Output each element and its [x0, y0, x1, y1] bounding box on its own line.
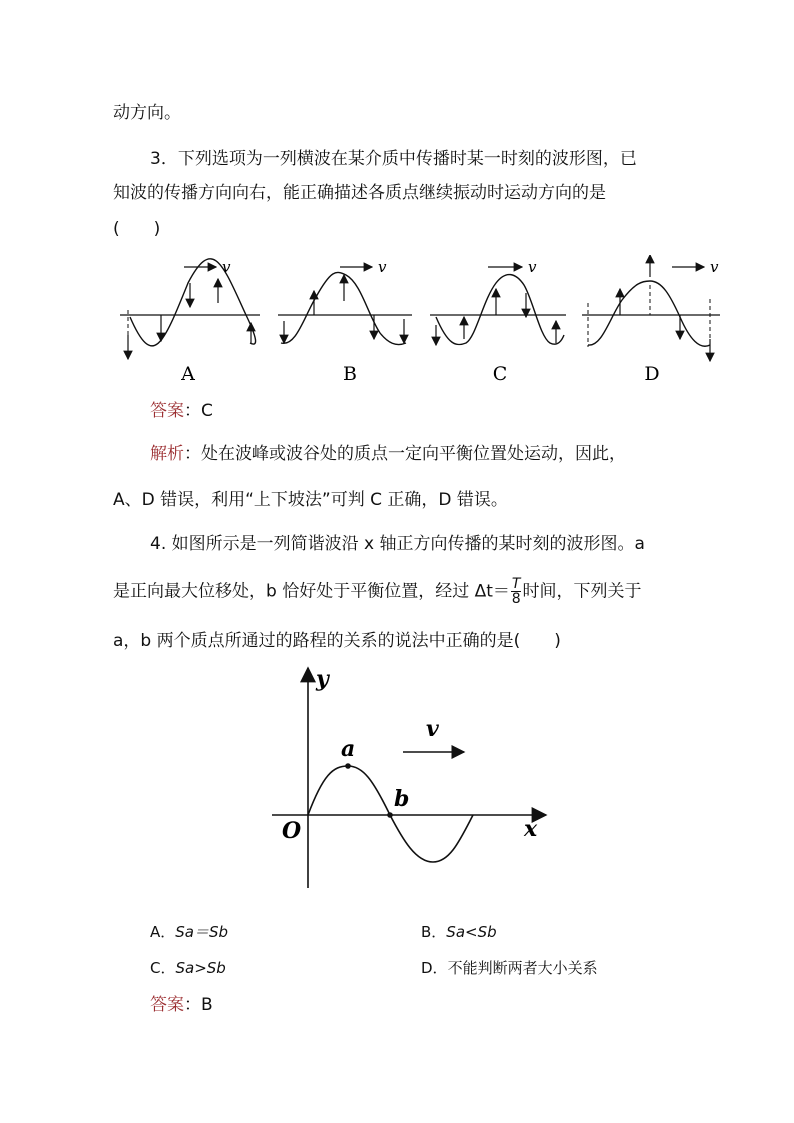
q4-stem-line2-b: 时间，下列关于 [522, 581, 642, 602]
q3-answer [150, 400, 213, 422]
point-a-label: a [341, 736, 356, 762]
origin-label: O [282, 818, 302, 844]
q3-wave-figures [118, 255, 728, 390]
q3-stem-line1: 3．下列选项为一列横波在某介质中传播时某一时刻的波形图，已 [150, 149, 637, 169]
q4-answer [150, 994, 213, 1016]
fig-label-c: C [492, 363, 508, 385]
option-d[interactable] [421, 958, 598, 978]
option-d-letter: D． [421, 959, 448, 977]
option-c-text: Sa>Sb [175, 959, 226, 977]
fig-label-a: A [181, 363, 195, 385]
answer-label: 答案 [150, 401, 184, 421]
option-a[interactable] [150, 922, 228, 942]
q4-answer-label: 答案 [150, 995, 184, 1015]
option-c[interactable] [150, 958, 226, 978]
q3-v-label-b: v [378, 258, 387, 276]
fraction-denominator: 8 [511, 591, 521, 607]
q4-stem-line1: 4. 如图所示是一列简谐波沿 x 轴正方向传播的某时刻的波形图。a [150, 534, 645, 554]
q4-stem-line2-a: 是正向最大位移处，b 恰好处于平衡位置，经过 Δt＝ [113, 581, 510, 602]
figure-d [582, 255, 720, 385]
figure-b [278, 258, 412, 385]
y-axis-label: y [316, 666, 329, 692]
continuation-text: 动方向。 [113, 103, 181, 123]
q3-v-label-a: v [222, 258, 231, 276]
q4-wave-graph [268, 660, 558, 895]
q4-answer-text: ：B [184, 995, 213, 1015]
point-b-label: b [394, 786, 410, 812]
velocity-label: v [426, 716, 439, 742]
q3-stem-line2: 知波的传播方向向右，能正确描述各质点继续振动时运动方向的是 [113, 183, 606, 203]
q3-analysis-line1 [150, 443, 626, 465]
option-d-text: 不能判断两者大小关系 [447, 959, 598, 977]
q3-v-label-d: v [710, 258, 719, 276]
option-c-letter: C． [150, 959, 176, 977]
q4-stem-line3: a，b 两个质点所通过的路程的关系的说法中正确的是( ) [113, 631, 561, 651]
option-a-letter: A． [150, 923, 176, 941]
option-a-text: Sa＝Sb [175, 923, 229, 941]
fraction-t-over-8 [511, 577, 522, 606]
figure-c [430, 258, 566, 385]
analysis-label: 解析 [150, 444, 184, 464]
answer-text: ：C [184, 401, 213, 421]
option-b-text: Sa<Sb [446, 923, 497, 941]
q3-stem-line3: ( ) [113, 219, 161, 239]
x-axis-label: x [524, 816, 538, 842]
q3-analysis-line2: A、D 错误，利用“上下坡法”可判 C 正确，D 错误。 [113, 490, 508, 510]
q4-stem-line2 [113, 577, 641, 606]
analysis-text-1: ：处在波峰或波谷处的质点一定向平衡位置处运动，因此， [184, 444, 626, 464]
q3-v-label-c: v [528, 258, 537, 276]
fig-label-d: D [644, 363, 660, 385]
fraction-numerator: T [511, 576, 521, 592]
figure-a [120, 258, 260, 385]
option-b-letter: B． [421, 923, 447, 941]
option-b[interactable] [421, 922, 497, 942]
fig-label-b: B [343, 363, 357, 385]
